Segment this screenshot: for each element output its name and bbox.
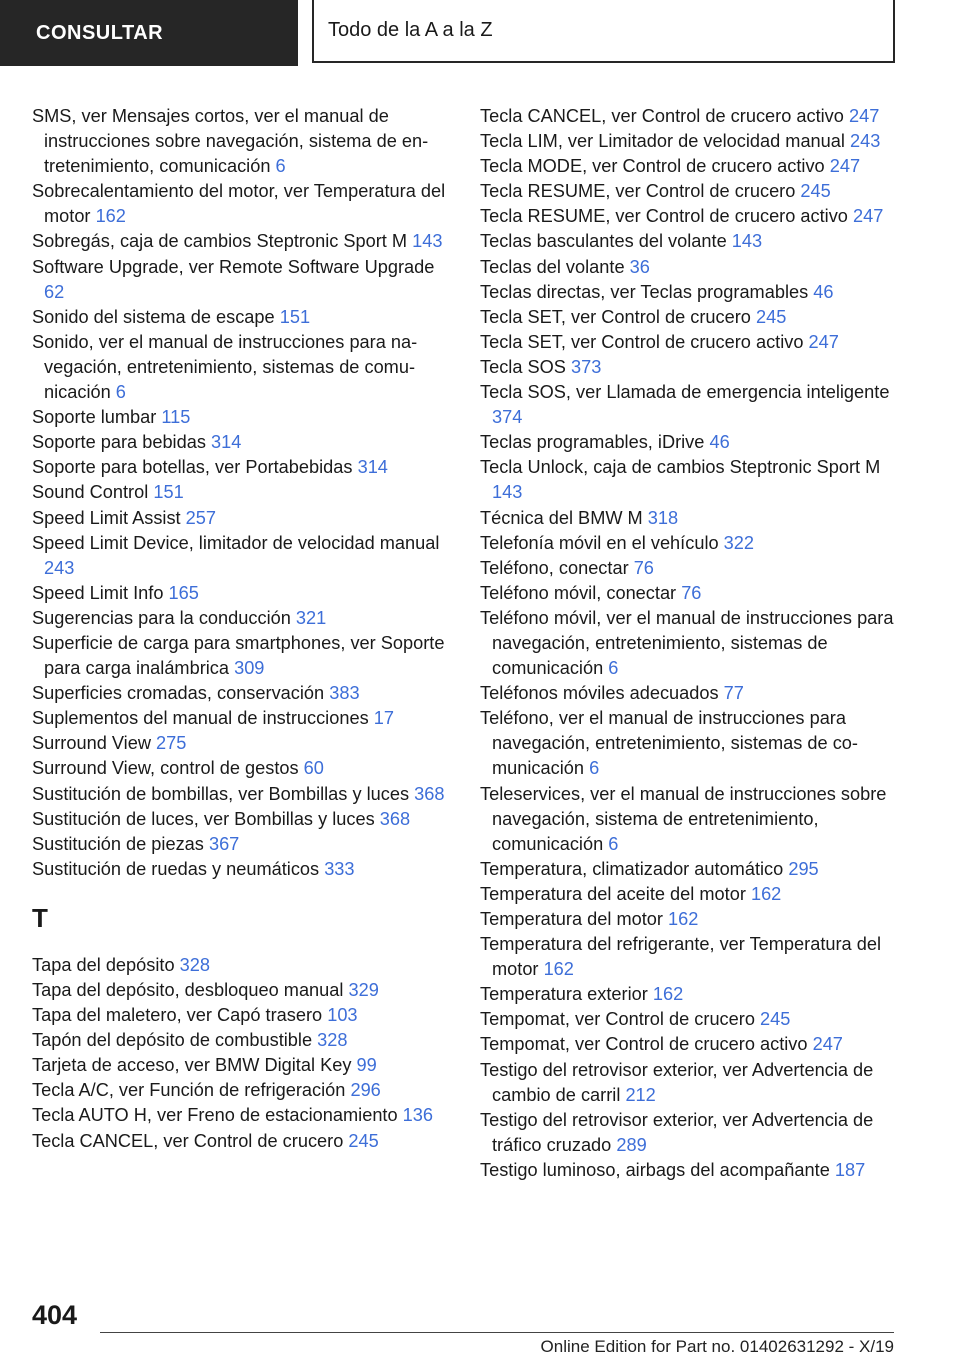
- index-entry-text: Tarjeta de acceso, ver BMW Digital Key: [32, 1055, 352, 1076]
- index-entry: [32, 1003, 452, 1028]
- page-reference-link[interactable]: 245: [760, 1009, 791, 1030]
- index-entry: [480, 681, 900, 706]
- index-entry: [32, 255, 452, 305]
- section-tab[interactable]: [0, 0, 298, 66]
- page-reference-link[interactable]: 6: [589, 758, 600, 779]
- page-reference-link[interactable]: 367: [208, 833, 240, 854]
- index-entry-text: Temperatura del motor: [480, 909, 663, 929]
- index-entry: [480, 907, 900, 932]
- page-reference-link[interactable]: 321: [295, 607, 327, 628]
- page-reference-link[interactable]: 368: [379, 808, 411, 829]
- index-entry: [480, 204, 900, 229]
- index-entry: [480, 1032, 900, 1057]
- index-entry: [480, 581, 900, 606]
- page-reference-link[interactable]: 162: [95, 206, 126, 227]
- index-entry: [32, 953, 452, 978]
- page-reference-link[interactable]: 162: [652, 984, 684, 1005]
- index-entry-text: Tecla MODE, ver Control de crucero activo: [480, 156, 825, 177]
- page-reference-link[interactable]: 309: [234, 658, 265, 679]
- page-reference-link[interactable]: 76: [681, 582, 702, 603]
- index-entry: [32, 731, 452, 756]
- page-reference-link[interactable]: 99: [356, 1055, 377, 1076]
- index-entry: [32, 807, 452, 832]
- index-entry: [480, 305, 900, 330]
- index-entry-text: Surround View: [32, 733, 151, 754]
- page-reference-link[interactable]: 333: [324, 858, 355, 879]
- index-entry: [32, 857, 452, 882]
- page-number: 404: [32, 1300, 78, 1330]
- page-reference-link[interactable]: 6: [608, 658, 619, 679]
- index-entry-text: Teléfonos móviles adecuados: [480, 683, 719, 704]
- index-entry: [32, 531, 452, 581]
- index-entry: [32, 681, 452, 706]
- page-reference-link[interactable]: 328: [179, 954, 210, 975]
- index-column-left: [32, 104, 452, 1154]
- page-reference-link[interactable]: 329: [348, 980, 379, 1000]
- index-entry: [32, 1103, 452, 1128]
- page-reference-link[interactable]: 162: [750, 883, 782, 904]
- index-entry-text: Testigo luminoso, airbags del acompañante: [480, 1159, 830, 1180]
- index-entry: [480, 355, 900, 380]
- index-entry: [32, 305, 452, 330]
- index-entry: [480, 1158, 900, 1183]
- index-entry-text: Tecla RESUME, ver Control de crucero: [480, 181, 796, 202]
- index-entry-text: Tempomat, ver Control de crucero activo: [480, 1034, 808, 1055]
- index-entry-text: Speed Limit Info: [32, 582, 164, 603]
- page-reference-link[interactable]: 295: [788, 858, 819, 879]
- page-reference-link[interactable]: 151: [279, 306, 311, 327]
- page-reference-link[interactable]: 162: [668, 909, 699, 929]
- index-entry: [480, 556, 900, 581]
- page-reference-link[interactable]: 6: [608, 833, 619, 854]
- page-reference-link[interactable]: 212: [625, 1084, 656, 1105]
- index-entry: [480, 280, 900, 305]
- index-entry: [480, 154, 900, 179]
- section-tab-label: CONSULTAR: [36, 21, 164, 44]
- index-entry-text: Sustitución de ruedas y neumáticos: [32, 858, 320, 879]
- index-entry: [480, 606, 900, 681]
- index-entry-text: Sustitución de luces, ver Bombillas y luces: [32, 808, 375, 829]
- page-reference-link[interactable]: 289: [616, 1134, 647, 1155]
- index-entry: [32, 606, 452, 631]
- index-entry: [32, 1028, 452, 1053]
- page-reference-link[interactable]: 247: [812, 1034, 843, 1055]
- index-entry: [32, 756, 452, 781]
- index-entry: [480, 380, 900, 430]
- index-group-t-continued: [480, 104, 900, 1183]
- page-reference-link[interactable]: 36: [629, 256, 650, 277]
- chapter-tab-label: Todo de la A a la Z: [328, 19, 493, 41]
- index-entry-text: Sonido del sistema de escape: [32, 306, 275, 327]
- page-reference-link[interactable]: 368: [414, 783, 445, 804]
- index-entry-text: Speed Limit Device, limitador de velocidad manual: [32, 532, 440, 553]
- index-entry-text: Tapa del depósito: [32, 954, 175, 975]
- page-header: [0, 0, 960, 66]
- page-reference-link[interactable]: 314: [357, 457, 388, 478]
- index-entry-text: Tecla SET, ver Control de crucero activo: [480, 331, 804, 352]
- index-entry-text: Sonido, ver el manual de instrucciones para navegación, entretenimiento, sistemas de comunicación: [32, 331, 418, 403]
- page-reference-link[interactable]: 115: [161, 407, 191, 428]
- page-reference-link[interactable]: 247: [829, 156, 861, 177]
- page-reference-link[interactable]: 60: [303, 758, 324, 779]
- index-entry-text: Tempomat, ver Control de crucero: [480, 1009, 755, 1030]
- index-entry: [480, 506, 900, 531]
- index-entry-text: Temperatura, climatizador automático: [480, 858, 784, 879]
- page-reference-link[interactable]: 328: [317, 1030, 348, 1051]
- page-reference-link[interactable]: 275: [156, 733, 187, 754]
- index-entry-text: Teclas directas, ver Teclas programables: [480, 281, 809, 302]
- page-reference-link[interactable]: 62: [44, 281, 65, 302]
- index-entry: [32, 430, 452, 455]
- index-entry-text: Teclas basculantes del volante: [480, 231, 727, 252]
- index-group-t: [32, 953, 452, 1154]
- page-reference-link[interactable]: 374: [492, 407, 523, 428]
- index-entry: [32, 330, 452, 405]
- index-entry: [32, 1053, 452, 1078]
- index-entry-text: Tapa del maletero, ver Capó trasero: [32, 1005, 323, 1026]
- index-entry-text: Sobregás, caja de cambios Steptronic Sport M: [32, 231, 408, 252]
- index-entry-text: Tecla RESUME, ver Control de crucero activo: [480, 206, 848, 227]
- page-reference-link[interactable]: 296: [350, 1080, 381, 1101]
- index-entry: [480, 982, 900, 1007]
- index-entry-text: Sustitución de bombillas, ver Bombillas y luces: [32, 783, 410, 804]
- page-reference-link[interactable]: 257: [185, 507, 217, 528]
- index-entry: [480, 255, 900, 280]
- index-entry-text: Superficies cromadas, conservación: [32, 683, 325, 704]
- index-entry-text: Testigo del retrovisor exterior, ver Advertencia de tráfico cruzado: [480, 1109, 874, 1155]
- page-reference-link[interactable]: 17: [373, 708, 394, 729]
- index-entry: [32, 581, 452, 606]
- index-entry-text: Tecla SET, ver Control de crucero: [480, 306, 751, 327]
- index-entry-text: Soporte para bebidas: [32, 432, 206, 453]
- index-entry-text: Suplementos del manual de instrucciones: [32, 708, 369, 729]
- page-reference-link[interactable]: 165: [168, 582, 199, 603]
- page-reference-link[interactable]: 383: [329, 683, 360, 704]
- index-entry-text: Tecla CANCEL, ver Control de crucero: [32, 1130, 344, 1151]
- index-entry-text: Tecla SOS: [480, 356, 566, 377]
- index-entry-text: Tecla SOS, ver Llamada de emergencia inteligente: [480, 382, 890, 403]
- page-reference-link[interactable]: 143: [492, 482, 523, 503]
- index-entry: [480, 229, 900, 254]
- index-entry: [32, 978, 452, 1003]
- index-entry: [480, 706, 900, 781]
- page-reference-link[interactable]: 46: [709, 432, 730, 453]
- index-entry-text: Teleservices, ver el manual de instrucciones sobre navegación, sistema de entretenimiento, comunicación: [480, 783, 887, 854]
- index-entry: [32, 1078, 452, 1103]
- index-entry-text: Soporte lumbar: [32, 407, 157, 428]
- index-entry-text: Teléfono, conectar: [480, 557, 629, 578]
- index-entry: [32, 631, 452, 681]
- index-entry: [480, 330, 900, 355]
- index-entry-text: SMS, ver Mensajes cortos, ver el manual de instrucciones sobre navegación, sistema de entretenimiento, comunicación: [32, 106, 429, 177]
- index-entry: [480, 782, 900, 857]
- index-entry-text: Teléfono móvil, conectar: [480, 582, 677, 603]
- page-reference-link[interactable]: 46: [813, 281, 834, 302]
- index-entry: [32, 455, 452, 480]
- page-reference-link[interactable]: 136: [402, 1105, 434, 1126]
- index-entry: [32, 1129, 452, 1154]
- index-entry-text: Speed Limit Assist: [32, 507, 181, 528]
- page-reference-link[interactable]: 187: [834, 1159, 866, 1180]
- index-entry-text: Temperatura exterior: [480, 984, 648, 1005]
- index-entry-text: Tecla LIM, ver Limitador de velocidad manual: [480, 131, 845, 152]
- page-reference-link[interactable]: 162: [543, 959, 574, 980]
- index-entry: [32, 480, 452, 505]
- page-reference-link[interactable]: 103: [327, 1005, 358, 1026]
- index-entry: [32, 506, 452, 531]
- page-reference-link[interactable]: 247: [808, 331, 839, 352]
- page-reference-link[interactable]: 6: [115, 382, 126, 403]
- index-entry-text: Tecla A/C, ver Función de refrigeración: [32, 1080, 346, 1101]
- page-reference-link[interactable]: 247: [848, 106, 880, 126]
- page-reference-link[interactable]: 247: [853, 206, 884, 227]
- index-entry: [480, 455, 900, 505]
- index-entry-text: Teléfono, ver el manual de instrucciones para navegación, entretenimiento, sistemas de comunicación: [480, 708, 858, 779]
- index-group-s: [32, 104, 452, 882]
- index-entry: [480, 932, 900, 982]
- chapter-tab[interactable]: [312, 0, 895, 63]
- index-entry-text: Tecla CANCEL, ver Control de crucero activo: [480, 106, 844, 126]
- index-entry-text: Superficie de carga para smartphones, ver Soporte para carga inalámbrica: [32, 632, 445, 679]
- index-entry-text: Teclas programables, iDrive: [480, 432, 705, 453]
- index-entry: [32, 706, 452, 731]
- page-reference-link[interactable]: 245: [348, 1130, 379, 1151]
- footer-divider: [100, 1332, 894, 1333]
- page-reference-link[interactable]: 143: [412, 231, 443, 252]
- index-entry-text: Tapa del depósito, desbloqueo manual: [32, 980, 344, 1000]
- index-entry: [480, 531, 900, 556]
- index-entry-text: Telefonía móvil en el vehículo: [480, 532, 719, 553]
- page-reference-link[interactable]: 151: [153, 482, 184, 503]
- index-entry: [32, 179, 452, 229]
- index-entry-text: Temperatura del refrigerante, ver Temperatura del motor: [480, 934, 882, 980]
- page-reference-link[interactable]: 314: [210, 432, 242, 453]
- section-letter: T: [32, 902, 48, 933]
- index-entry: [480, 430, 900, 455]
- index-entry: [480, 129, 900, 154]
- page-reference-link[interactable]: 245: [755, 306, 787, 327]
- index-entry-text: Técnica del BMW M: [480, 507, 643, 528]
- index-entry-text: Teclas del volante: [480, 256, 625, 277]
- index-entry-text: Software Upgrade, ver Remote Software Upgrade: [32, 256, 435, 277]
- page-reference-link[interactable]: 245: [800, 181, 831, 202]
- index-entry: [32, 229, 452, 254]
- index-entry: [480, 1108, 900, 1158]
- index-entry: [480, 857, 900, 882]
- page-reference-link[interactable]: 243: [850, 131, 881, 152]
- index-entry-text: Surround View, control de gestos: [32, 758, 299, 779]
- page-reference-link[interactable]: 77: [723, 683, 744, 704]
- index-entry-text: Testigo del retrovisor exterior, ver Advertencia de cambio de carril: [480, 1059, 874, 1105]
- index-entry: [32, 405, 452, 430]
- page-reference-link[interactable]: 243: [44, 557, 75, 578]
- index-entry: [480, 1058, 900, 1108]
- index-entry-text: Sobrecalentamiento del motor, ver Temperatura del motor: [32, 181, 446, 227]
- page-reference-link[interactable]: 322: [723, 532, 755, 553]
- page-reference-link[interactable]: 6: [275, 156, 286, 177]
- index-column-right: [480, 104, 900, 1183]
- index-entry-text: Soporte para botellas, ver Portabebidas: [32, 457, 353, 478]
- index-entry: [480, 104, 900, 129]
- page-reference-link[interactable]: 373: [570, 356, 602, 377]
- page-reference-link[interactable]: 318: [647, 507, 679, 528]
- edition-note: Online Edition for Part no. 01402631292 - X/19: [540, 1337, 894, 1356]
- index-entry: [480, 179, 900, 204]
- index-entry: [32, 104, 452, 179]
- index-entry-text: Sugerencias para la conducción: [32, 607, 291, 628]
- index-entry-text: Sustitución de piezas: [32, 833, 204, 854]
- index-entry: [32, 782, 452, 807]
- index-entry: [480, 882, 900, 907]
- index-entry-text: Sound Control: [32, 482, 149, 503]
- index-entry: [32, 832, 452, 857]
- index-entry: [480, 1007, 900, 1032]
- page-reference-link[interactable]: 143: [731, 231, 763, 252]
- index-entry-text: Tecla Unlock, caja de cambios Steptronic Sport M: [480, 457, 881, 478]
- index-entry-text: Temperatura del aceite del motor: [480, 883, 746, 904]
- page-reference-link[interactable]: 76: [633, 557, 654, 578]
- index-entry-text: Tapón del depósito de combustible: [32, 1030, 313, 1051]
- index-entry-text: Teléfono móvil, ver el manual de instrucciones para navegación, entretenimiento, sistemas de comunicación: [480, 607, 894, 679]
- index-entry-text: Tecla AUTO H, ver Freno de estacionamiento: [32, 1105, 398, 1126]
